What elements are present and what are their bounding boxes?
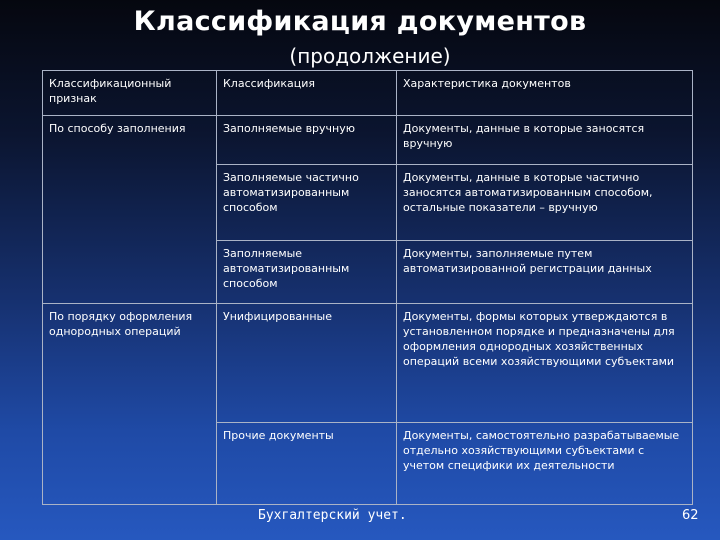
classification-cell: Заполняемые автоматизированным способом	[217, 241, 397, 304]
table-row	[43, 116, 693, 165]
description-cell: Документы, данные в которые частично заносятся автоматизированным способом, остальные показатели – вручную	[397, 165, 693, 241]
page-subtitle: (продолжение)	[289, 44, 451, 68]
header-classification: Классификация	[217, 71, 397, 116]
feature-cell: По порядку оформления однородных операций	[43, 304, 217, 505]
page-number: 62	[682, 508, 699, 523]
classification-cell: Заполняемые вручную	[217, 116, 397, 165]
description-cell: Документы, формы которых утверждаются в установленном порядке и предназначены для оформления однородных хозяйственных операций всеми хозяйствующими субъектами	[397, 304, 693, 423]
feature-cell: По способу заполнения	[43, 116, 217, 304]
classification-cell: Прочие документы	[217, 423, 397, 505]
description-cell: Документы, данные в которые заносятся вручную	[397, 116, 693, 165]
classification-cell: Заполняемые частично автоматизированным способом	[217, 165, 397, 241]
classification-table	[42, 70, 693, 505]
table-header-row	[43, 71, 693, 116]
classification-cell: Унифицированные	[217, 304, 397, 423]
table-row	[43, 304, 693, 423]
footer-text: Бухгалтерский учет.	[258, 508, 407, 523]
description-cell: Документы, самостоятельно разрабатываемые отдельно хозяйствующими субъектами с учетом специфики их деятельности	[397, 423, 693, 505]
header-description: Характеристика документов	[397, 71, 693, 116]
description-cell: Документы, заполняемые путем автоматизированной регистрации данных	[397, 241, 693, 304]
page-title: Классификация документов	[133, 6, 587, 37]
header-feature: Классификационный признак	[43, 71, 217, 116]
